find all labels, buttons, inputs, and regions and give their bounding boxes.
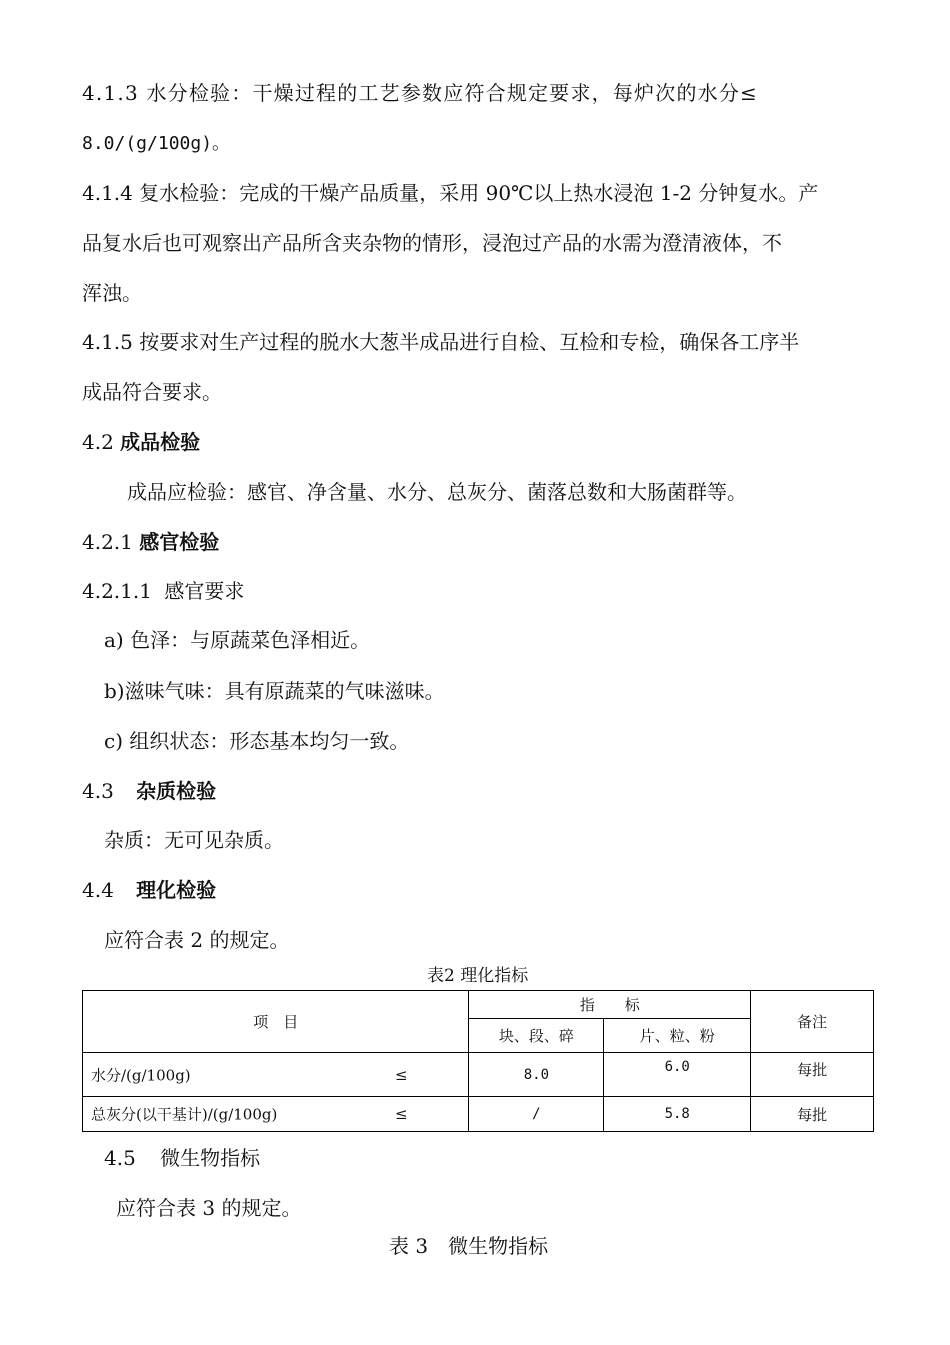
header-item: 项 目 <box>83 991 469 1053</box>
sensory-item-b: b)滋味气味：具有原蔬菜的气味滋味。 <box>104 679 445 703</box>
row-value-b: 6.0 <box>604 1053 751 1097</box>
paragraph-4-1-3-line-2: 8.0/(g/100g)。 <box>82 133 231 154</box>
heading-4-2-1 <box>82 530 219 554</box>
paragraph-4-5-text: 应符合表 3 的规定。 <box>116 1196 302 1220</box>
heading-number: 4.3 <box>82 779 114 803</box>
heading-number: 4.4 <box>82 878 114 902</box>
heading-number: 4.2.1.1 <box>82 579 152 603</box>
paragraph-4-2-text: 成品应检验：感官、净含量、水分、总灰分、菌落总数和大肠菌群等。 <box>127 480 747 504</box>
heading-number: 4.2 <box>82 430 114 454</box>
heading-title: 感官检验 <box>139 530 220 554</box>
heading-title: 微生物指标 <box>160 1146 261 1170</box>
heading-number: 4.2.1 <box>82 530 133 554</box>
paragraph-4-3-text: 杂质：无可见杂质。 <box>104 828 284 852</box>
row-remark: 每批 <box>751 1097 874 1132</box>
sensory-item-c: c) 组织状态：形态基本均匀一致。 <box>104 729 410 753</box>
row-item-le: ≤ <box>395 1065 408 1084</box>
paragraph-4-4-text: 应符合表 2 的规定。 <box>104 928 290 952</box>
header-remark: 备注 <box>751 991 874 1053</box>
header-col-b: 片、粒、粉 <box>604 1019 751 1053</box>
table-2 <box>82 990 874 1132</box>
table-row <box>83 1097 874 1132</box>
heading-number: 4.5 <box>104 1146 136 1170</box>
row-remark: 每批 <box>751 1053 874 1097</box>
heading-4-3 <box>82 779 216 803</box>
table-3-caption: 表 3 微生物指标 <box>389 1234 549 1258</box>
heading-4-2-1-1 <box>82 579 244 603</box>
paragraph-4-1-4-line-1: 4.1.4 复水检验：完成的干燥产品质量，采用 90℃以上热水浸泡 1-2 分钟复水。产 <box>82 181 819 205</box>
row-value-a: / <box>469 1097 604 1132</box>
row-item-cell <box>83 1053 469 1097</box>
heading-title: 杂质检验 <box>136 779 217 803</box>
header-indicator: 指 标 <box>469 991 751 1019</box>
heading-title: 感官要求 <box>164 579 245 603</box>
heading-title: 理化检验 <box>136 878 217 902</box>
paragraph-4-1-5-line-1: 4.1.5 按要求对生产过程的脱水大葱半成品进行自检、互检和专检，确保各工序半 <box>82 330 800 354</box>
heading-4-5 <box>104 1146 260 1170</box>
sensory-item-a: a) 色泽：与原蔬菜色泽相近。 <box>104 628 371 652</box>
paragraph-4-1-5-line-2: 成品符合要求。 <box>82 380 222 404</box>
paragraph-4-1-4-line-3: 浑浊。 <box>82 281 142 305</box>
row-item-le: ≤ <box>395 1105 408 1123</box>
heading-4-2 <box>82 430 200 454</box>
row-value-a: 8.0 <box>469 1053 604 1097</box>
table-row <box>83 1053 874 1097</box>
paragraph-4-1-3-line-1: 4.1.3 水分检验：干燥过程的工艺参数应符合规定要求，每炉次的水分≤ <box>82 81 759 105</box>
table-2-caption: 表2 理化指标 <box>427 966 529 986</box>
header-col-a: 块、段、碎 <box>469 1019 604 1053</box>
heading-4-4 <box>82 878 216 902</box>
row-item-name: 总灰分(以干基计)/(g/100g) <box>91 1105 278 1124</box>
heading-title: 成品检验 <box>120 430 201 454</box>
row-value-b: 5.8 <box>604 1097 751 1132</box>
row-item-name: 水分/(g/100g) <box>91 1066 191 1084</box>
row-item-cell <box>83 1097 469 1132</box>
paragraph-4-1-4-line-2: 品复水后也可观察出产品所含夹杂物的情形，浸泡过产品的水需为澄清液体，不 <box>82 231 782 255</box>
